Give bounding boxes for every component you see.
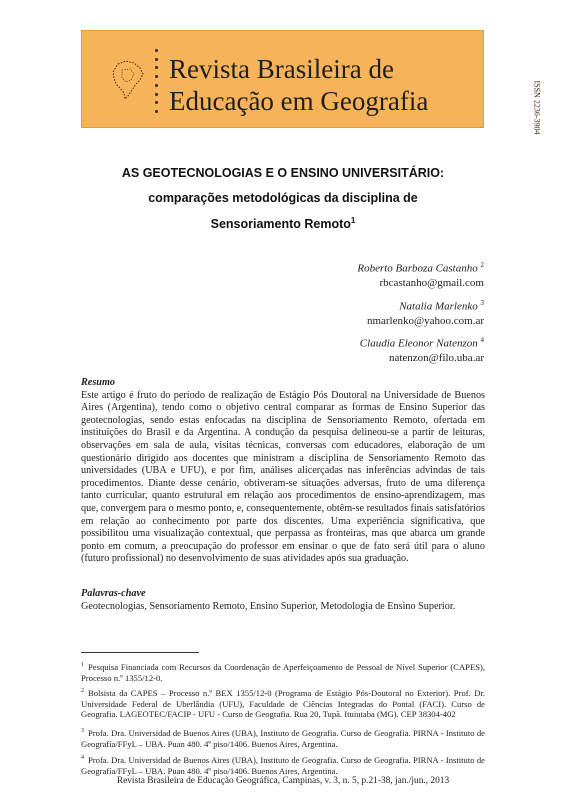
article-title-line2: comparações metodológicas da disciplina de (148, 191, 418, 205)
keywords-label: Palavras-chave (81, 588, 146, 599)
issn-text: ISSN 2236-3904 (532, 80, 542, 135)
article-title-line3 (0, 216, 566, 231)
footnote-divider (81, 652, 199, 653)
footnote-text: Bolsista da CAPES – Processo n.º BEX 1355/12-0 (Programa de Estágio Pós-Doutoral no Exterior). Prof. Dr. Universidade Federal de Uberlândia (UFU), Faculdade de Ciências Integradas do Pontal (FACI). Curso de Geografia. LAGEOTEC/FACIP - UFU - Curso de Geografia. Rua 20, Tupã. Ituiutaba (MG). CEP 38304-402 (81, 687, 485, 720)
footnote-4 (81, 753, 485, 776)
author-email[interactable]: rbcastanho@gmail.com (379, 276, 484, 289)
author-email[interactable]: natenzon@filo.uba.ar (388, 351, 484, 364)
journal-title (169, 53, 428, 117)
author-block-2 (367, 296, 484, 328)
page-footer: Revista Brasileira de Educação Geográfica, Campinas, v. 3, n. 5, p.21-38, jan./jun., 2013 (116, 776, 450, 786)
keywords-section (81, 588, 485, 613)
keywords-text: Geotecnologias, Sensoriamento Remoto, Ensino Superior, Metodologia de Ensino Superior. (81, 600, 456, 612)
brazil-map-icon (110, 58, 146, 102)
journal-banner (81, 30, 542, 135)
footnote-number: 1 (81, 662, 84, 668)
author-email[interactable]: nmarlenko@yahoo.com.ar (366, 314, 484, 327)
abstract-section (81, 377, 485, 566)
decorative-dots (155, 49, 159, 113)
footnote-2 (81, 686, 485, 720)
journal-title-line1: Revista Brasileira de (169, 54, 394, 84)
author-block-3 (360, 333, 484, 365)
footnote-3 (81, 726, 485, 749)
footnote-text: Profa. Dra. Universidad de Buenos Aires (UBA), Instituto de Geografia. Curso de Geografia. PIRNA - Instituto de Geografía/FFyL – UBA. Puan 480. 4º piso/1406. Buenos Aires, Argentina. (81, 727, 485, 749)
abstract-label: Resumo (81, 377, 115, 388)
author-note: 3 (480, 299, 484, 307)
footnote-1 (81, 660, 485, 683)
footnote-number: 2 (81, 688, 84, 694)
author-block-1 (357, 258, 484, 290)
author-note: 2 (480, 261, 484, 269)
issn-label (532, 77, 550, 139)
abstract-text: Este artigo é fruto do período de realização de Estágio Pós Doutoral na Universidade de Buenos Aires (Argentina), tendo como o objetivo central comparar as formas de Ensino Superior das geotecnologias, sendo estas enfocadas na disciplina de Sensoriamento Remoto, ofertada em instituições do Brasil e da Argentina. A condução da pesquisa delineou-se a partir de leituras, observações em sala de aula, visitas técnicas, conversas com educadores, elaboração de um questionário dirigido aos docentes que ministram a disciplina de Sensoriamento Remoto das universidades (UBA e UFU), e por fim, análises alicerçadas nas inferências advindas de tais procedimentos. Diante desse cenário, obtiveram-se situações adversas, fruto de uma diferença tanto curricular, quanto estrutural em relação aos procedimentos de ensino-aprendizagem, mas que, convergem para o mesmo ponto, e, consequentemente, obtêm-se resultados finais satisfatórios em relação ao conhecimento por parte dos discentes. Uma experiência significativa, que possibilitou uma visualização contextual, que perpassa as fronteiras, mas que abarca um grande ponto em comum, a preocupação do professor em ensinar o que de fato será útil para o aluno (futuro profissional) no desenvolvimento de suas atividades após sua graduação. (81, 389, 485, 565)
footnote-text: Pesquisa Financiada com Recursos da Coordenação de Aperfeiçoamento de Pessoal de Nível Superior (CAPES), Processo n.º 1355/12-0. (81, 661, 485, 683)
article-title-text: Sensoriamento Remoto (210, 217, 351, 232)
article-title-line1: AS GEOTECNOLOGIAS E O ENSINO UNIVERSITÁRIO: (121, 166, 445, 180)
footnote-number: 4 (81, 755, 84, 761)
footnote-number: 3 (81, 728, 84, 734)
footnote-text: Profa. Dra. Universidad de Buenos Aires (UBA), Instituto de Geografia. Curso de Geografia. PIRNA - Instituto de Geografía/FFyL – UBA. Puan 480. 4º piso/1406. Buenos Aires, Argentina. (81, 754, 485, 776)
author-note: 4 (480, 336, 484, 344)
journal-title-line2: Educação em Geografia (169, 86, 429, 116)
author-name: Roberto Barboza Castanho (357, 262, 478, 275)
title-footnote-ref: 1 (350, 216, 356, 225)
author-name: Claudia Eleonor Natenzon (359, 337, 478, 350)
author-name: Natalia Marlenko (399, 300, 478, 313)
